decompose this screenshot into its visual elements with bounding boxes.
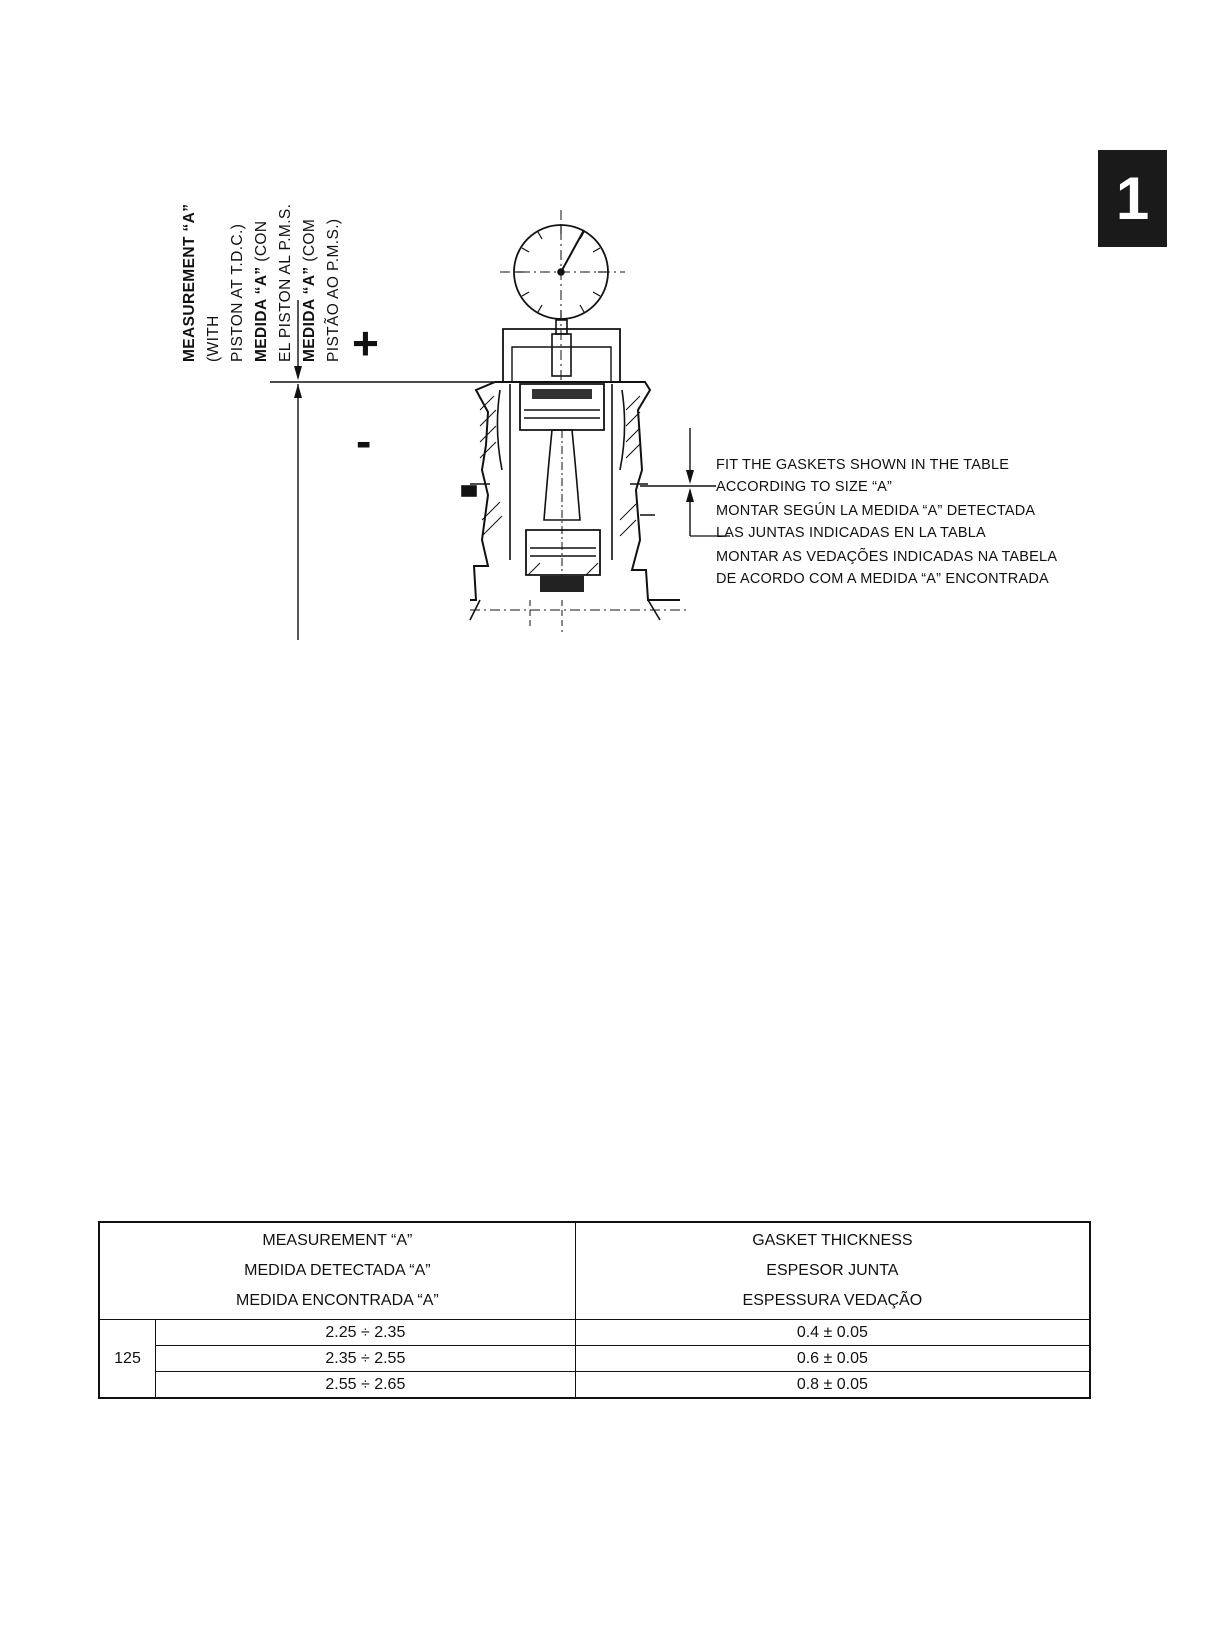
vertical-label-2: (WITH <box>205 315 222 362</box>
note-es-1: MONTAR SEGÚN LA MEDIDA “A” DETECTADA <box>716 503 1036 519</box>
note-es-2: LAS JUNTAS INDICADAS EN LA TABLA <box>716 525 986 541</box>
gasket-thickness-table <box>98 1221 1091 1399</box>
vertical-label-3: PISTON AT T.D.C.) <box>229 223 246 362</box>
note-pt-2: DE ACORDO COM A MEDIDA “A” ENCONTRADA <box>716 571 1049 587</box>
note-en-1: FIT THE GASKETS SHOWN IN THE TABLE <box>716 457 1010 473</box>
measurement-cell: 2.35 ÷ 2.55 <box>156 1346 576 1372</box>
section-tab: 1 <box>1098 150 1167 247</box>
table-row <box>99 1346 1090 1372</box>
note-en-2: ACCORDING TO SIZE “A” <box>716 479 893 495</box>
vertical-label-5: EL PISTON AL P.M.S. <box>277 203 294 362</box>
table-row <box>99 1372 1090 1399</box>
vertical-label-1: MEASUREMENT “A” <box>181 203 198 362</box>
model-cell: 125 <box>99 1320 156 1399</box>
thickness-cell: 0.6 ± 0.05 <box>575 1346 1090 1372</box>
cylinder-measurement-diagram <box>0 0 1206 700</box>
thickness-cell: 0.4 ± 0.05 <box>575 1320 1090 1346</box>
measurement-cell: 2.25 ÷ 2.35 <box>156 1320 576 1346</box>
thickness-cell: 0.8 ± 0.05 <box>575 1372 1090 1399</box>
minus-sign: - <box>356 415 372 467</box>
measurement-cell: 2.55 ÷ 2.65 <box>156 1372 576 1399</box>
vertical-label-7: PISTÃO AO P.M.S.) <box>325 218 342 362</box>
header-gasket-thickness: GASKET THICKNESS ESPESOR JUNTA ESPESSURA VEDAÇÃO <box>575 1222 1090 1320</box>
table-header-row <box>99 1222 1090 1320</box>
vertical-label-4: MEDIDA “A” (CON <box>253 220 270 362</box>
table-row <box>99 1320 1090 1346</box>
note-pt-1: MONTAR AS VEDAÇÕES INDICADAS NA TABELA <box>716 549 1058 565</box>
plus-sign: + <box>352 317 379 369</box>
vertical-label-6: MEDIDA “A” (COM <box>301 218 318 362</box>
header-measurement: MEASUREMENT “A” MEDIDA DETECTADA “A” MEDIDA ENCONTRADA “A” <box>99 1222 575 1320</box>
